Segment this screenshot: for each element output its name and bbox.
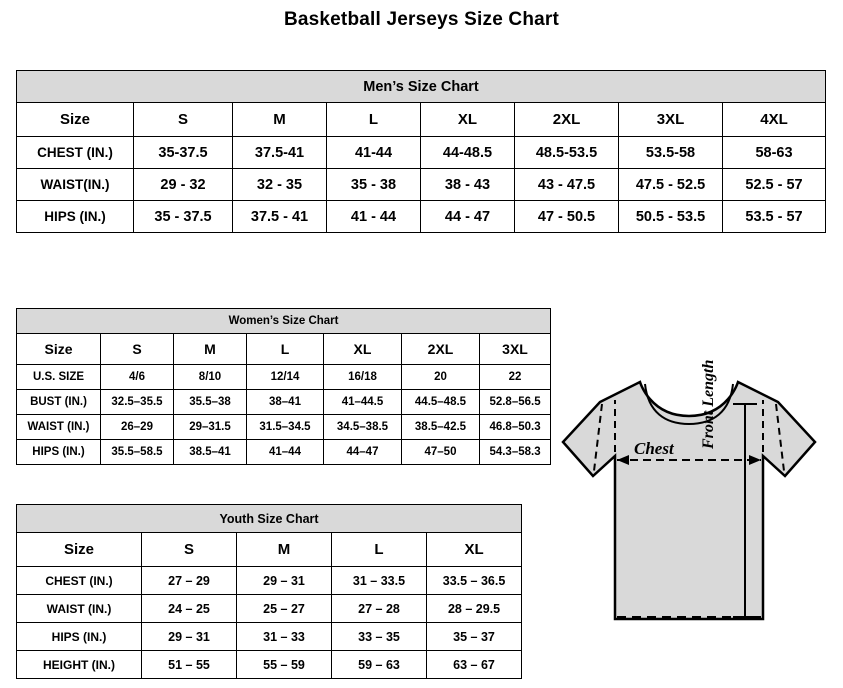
youth-row-label-hips: HIPS (IN.) [17, 623, 142, 651]
table-row [17, 567, 522, 595]
womens-col-3xl: 3XL [480, 334, 551, 365]
mens-waist-3xl: 47.5 - 52.5 [619, 169, 723, 201]
mens-col-3xl: 3XL [619, 103, 723, 137]
mens-col-m: M [233, 103, 327, 137]
youth-height-s: 51 – 55 [142, 651, 237, 679]
womens-banner-row [17, 309, 551, 334]
mens-hips-xl: 44 - 47 [421, 201, 515, 233]
youth-waist-m: 25 – 27 [237, 595, 332, 623]
womens-ussize-2xl: 20 [402, 365, 480, 390]
youth-height-xl: 63 – 67 [427, 651, 522, 679]
mens-chest-m: 37.5-41 [233, 137, 327, 169]
mens-row-label-chest: CHEST (IN.) [17, 137, 134, 169]
mens-chest-xl: 44-48.5 [421, 137, 515, 169]
youth-chest-s: 27 – 29 [142, 567, 237, 595]
mens-waist-s: 29 - 32 [134, 169, 233, 201]
mens-col-size: Size [17, 103, 134, 137]
youth-height-m: 55 – 59 [237, 651, 332, 679]
womens-row-label-waist: WAIST (IN.) [17, 415, 101, 440]
womens-row-label-bust: BUST (IN.) [17, 390, 101, 415]
womens-bust-s: 32.5–35.5 [101, 390, 174, 415]
table-row [17, 415, 551, 440]
youth-chest-m: 29 – 31 [237, 567, 332, 595]
womens-header-row [17, 334, 551, 365]
mens-chest-3xl: 53.5-58 [619, 137, 723, 169]
mens-banner-row [17, 71, 826, 103]
youth-row-label-chest: CHEST (IN.) [17, 567, 142, 595]
womens-size-chart [16, 308, 550, 465]
mens-size-table [16, 70, 826, 233]
youth-chest-xl: 33.5 – 36.5 [427, 567, 522, 595]
youth-waist-xl: 28 – 29.5 [427, 595, 522, 623]
youth-waist-s: 24 – 25 [142, 595, 237, 623]
womens-waist-m: 29–31.5 [174, 415, 247, 440]
table-row [17, 390, 551, 415]
womens-bust-l: 38–41 [247, 390, 324, 415]
mens-chest-4xl: 58-63 [723, 137, 826, 169]
table-row [17, 137, 826, 169]
youth-size-table [16, 504, 522, 679]
youth-banner-row [17, 505, 522, 533]
youth-hips-s: 29 – 31 [142, 623, 237, 651]
youth-hips-xl: 35 – 37 [427, 623, 522, 651]
mens-header-row [17, 103, 826, 137]
mens-waist-4xl: 52.5 - 57 [723, 169, 826, 201]
womens-hips-m: 38.5–41 [174, 440, 247, 465]
mens-hips-m: 37.5 - 41 [233, 201, 327, 233]
youth-hips-l: 33 – 35 [332, 623, 427, 651]
youth-banner: Youth Size Chart [17, 505, 522, 533]
womens-bust-2xl: 44.5–48.5 [402, 390, 480, 415]
youth-row-label-waist: WAIST (IN.) [17, 595, 142, 623]
page-title: Basketball Jerseys Size Chart [283, 9, 560, 30]
mens-hips-s: 35 - 37.5 [134, 201, 233, 233]
youth-col-s: S [142, 533, 237, 567]
mens-hips-l: 41 - 44 [327, 201, 421, 233]
mens-waist-m: 32 - 35 [233, 169, 327, 201]
womens-col-2xl: 2XL [402, 334, 480, 365]
womens-waist-s: 26–29 [101, 415, 174, 440]
youth-header-row [17, 533, 522, 567]
youth-height-l: 59 – 63 [332, 651, 427, 679]
mens-col-2xl: 2XL [515, 103, 619, 137]
womens-banner: Women’s Size Chart [17, 309, 551, 334]
mens-hips-4xl: 53.5 - 57 [723, 201, 826, 233]
mens-col-s: S [134, 103, 233, 137]
womens-col-size: Size [17, 334, 101, 365]
womens-ussize-l: 12/14 [247, 365, 324, 390]
youth-size-chart [16, 504, 521, 679]
womens-hips-s: 35.5–58.5 [101, 440, 174, 465]
womens-ussize-m: 8/10 [174, 365, 247, 390]
youth-chest-l: 31 – 33.5 [332, 567, 427, 595]
chest-label: Chest [634, 439, 674, 458]
table-row [17, 365, 551, 390]
youth-col-m: M [237, 533, 332, 567]
mens-waist-l: 35 - 38 [327, 169, 421, 201]
womens-row-label-hips: HIPS (IN.) [17, 440, 101, 465]
mens-row-label-waist: WAIST(IN.) [17, 169, 134, 201]
womens-bust-xl: 41–44.5 [324, 390, 402, 415]
mens-size-chart [16, 70, 825, 233]
womens-size-table [16, 308, 551, 465]
womens-col-xl: XL [324, 334, 402, 365]
womens-waist-l: 31.5–34.5 [247, 415, 324, 440]
womens-waist-3xl: 46.8–50.3 [480, 415, 551, 440]
youth-row-label-height: HEIGHT (IN.) [17, 651, 142, 679]
youth-col-xl: XL [427, 533, 522, 567]
mens-chest-s: 35-37.5 [134, 137, 233, 169]
youth-waist-l: 27 – 28 [332, 595, 427, 623]
mens-col-xl: XL [421, 103, 515, 137]
mens-row-label-hips: HIPS (IN.) [17, 201, 134, 233]
womens-ussize-s: 4/6 [101, 365, 174, 390]
table-row [17, 623, 522, 651]
mens-waist-2xl: 43 - 47.5 [515, 169, 619, 201]
mens-chest-2xl: 48.5-53.5 [515, 137, 619, 169]
youth-hips-m: 31 – 33 [237, 623, 332, 651]
womens-row-label-us-size: U.S. SIZE [17, 365, 101, 390]
womens-hips-l: 41–44 [247, 440, 324, 465]
mens-hips-3xl: 50.5 - 53.5 [619, 201, 723, 233]
womens-ussize-3xl: 22 [480, 365, 551, 390]
table-row [17, 595, 522, 623]
womens-waist-2xl: 38.5–42.5 [402, 415, 480, 440]
mens-chest-l: 41-44 [327, 137, 421, 169]
womens-bust-m: 35.5–38 [174, 390, 247, 415]
womens-hips-xl: 44–47 [324, 440, 402, 465]
table-row [17, 440, 551, 465]
table-row [17, 169, 826, 201]
womens-bust-3xl: 52.8–56.5 [480, 390, 551, 415]
womens-col-m: M [174, 334, 247, 365]
womens-hips-3xl: 54.3–58.3 [480, 440, 551, 465]
womens-waist-xl: 34.5–38.5 [324, 415, 402, 440]
mens-hips-2xl: 47 - 50.5 [515, 201, 619, 233]
mens-col-4xl: 4XL [723, 103, 826, 137]
mens-waist-xl: 38 - 43 [421, 169, 515, 201]
womens-col-l: L [247, 334, 324, 365]
mens-banner: Men’s Size Chart [17, 71, 826, 103]
youth-col-l: L [332, 533, 427, 567]
womens-col-s: S [101, 334, 174, 365]
table-row [17, 651, 522, 679]
shirt-measurement-diagram [545, 364, 835, 669]
front-length-label: Front Length [700, 359, 717, 449]
womens-ussize-xl: 16/18 [324, 365, 402, 390]
table-row [17, 201, 826, 233]
womens-hips-2xl: 47–50 [402, 440, 480, 465]
youth-col-size: Size [17, 533, 142, 567]
mens-col-l: L [327, 103, 421, 137]
